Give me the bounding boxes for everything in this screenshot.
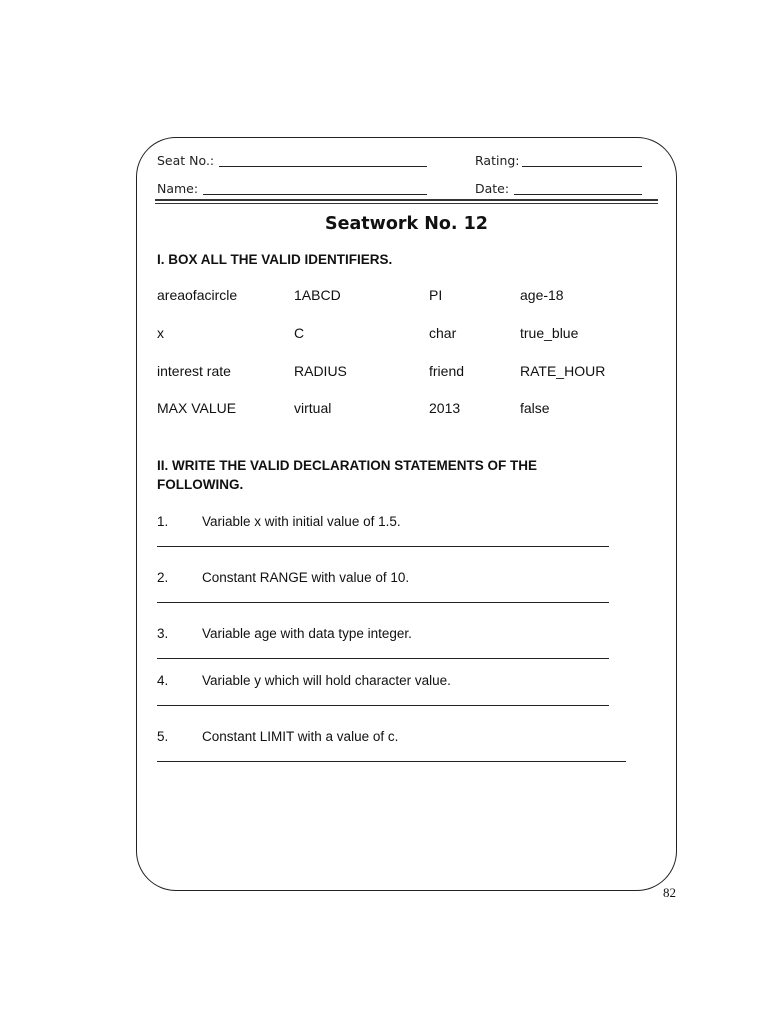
identifier-cell: PI bbox=[429, 287, 443, 303]
identifier-cell: char bbox=[429, 325, 457, 341]
identifier-cell: friend bbox=[429, 363, 465, 379]
section-2-heading: II. WRITE THE VALID DECLARATION STATEMENTS OF THE bbox=[157, 458, 537, 473]
name-field[interactable] bbox=[203, 194, 427, 195]
identifier-cell: age-18 bbox=[520, 287, 564, 303]
question-text: Variable y which will hold character value. bbox=[202, 673, 451, 688]
section-2-heading-cont: FOLLOWING. bbox=[157, 477, 244, 492]
question-number: 4. bbox=[157, 673, 169, 688]
identifier-cell: interest rate bbox=[157, 363, 231, 379]
identifier-cell: RADIUS bbox=[294, 363, 347, 379]
identifier-cell: virtual bbox=[294, 400, 332, 416]
page-number: 82 bbox=[663, 885, 676, 900]
section-1-heading: I. BOX ALL THE VALID IDENTIFIERS. bbox=[157, 252, 393, 267]
rating-label: Rating: bbox=[475, 153, 520, 168]
header-divider-thin bbox=[155, 203, 658, 204]
date-field[interactable] bbox=[514, 194, 642, 195]
answer-line[interactable] bbox=[157, 761, 626, 762]
header-divider-thick bbox=[155, 199, 658, 201]
date-label: Date: bbox=[475, 181, 510, 196]
answer-line[interactable] bbox=[157, 705, 609, 706]
identifier-cell: MAX VALUE bbox=[157, 400, 237, 416]
question-text: Constant RANGE with value of 10. bbox=[202, 570, 410, 585]
question-number: 2. bbox=[157, 570, 169, 585]
question-number: 3. bbox=[157, 626, 169, 641]
question-text: Constant LIMIT with a value of c. bbox=[202, 729, 399, 744]
seat-no-label: Seat No.: bbox=[157, 153, 215, 168]
name-label: Name: bbox=[157, 181, 199, 196]
identifier-cell: true_blue bbox=[520, 325, 579, 341]
identifier-cell: x bbox=[157, 325, 164, 341]
identifier-cell: false bbox=[520, 400, 550, 416]
rating-field[interactable] bbox=[522, 166, 642, 167]
question-text: Variable age with data type integer. bbox=[202, 626, 412, 641]
identifier-cell: C bbox=[294, 325, 305, 341]
identifier-cell: areaofacircle bbox=[157, 287, 238, 303]
identifier-cell: 2013 bbox=[429, 400, 461, 416]
answer-line[interactable] bbox=[157, 546, 609, 547]
question-text: Variable x with initial value of 1.5. bbox=[202, 514, 401, 529]
answer-line[interactable] bbox=[157, 658, 609, 659]
identifier-cell: RATE_HOUR bbox=[520, 363, 606, 379]
identifier-cell: 1ABCD bbox=[294, 287, 341, 303]
question-number: 1. bbox=[157, 514, 169, 529]
question-number: 5. bbox=[157, 729, 169, 744]
page-title: Seatwork No. 12 bbox=[325, 214, 488, 234]
seat-no-field[interactable] bbox=[219, 166, 427, 167]
answer-line[interactable] bbox=[157, 602, 609, 603]
